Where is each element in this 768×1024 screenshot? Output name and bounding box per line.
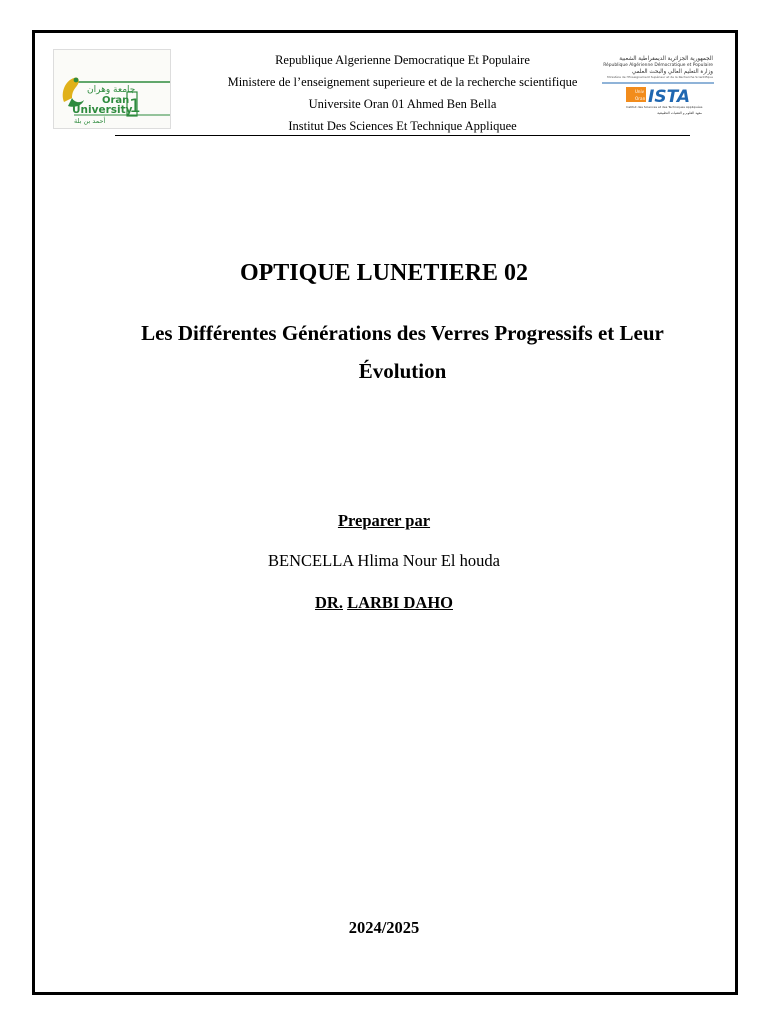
logo-right-caption-fr: Institut des Sciences et des Techniques Appliquées xyxy=(626,105,703,109)
logo-left-oran: Oran xyxy=(102,95,130,106)
ista-logo xyxy=(602,54,714,116)
academic-year: 2024/2025 xyxy=(348,918,420,937)
logo-right-small: Ministère de l'Enseignement Supérieur et de la Recherche Scientifique xyxy=(607,75,713,79)
logo-right-badge-bottom: Oran 1 xyxy=(635,96,650,101)
logo-right-arabic-1: الجمهورية الجزائرية الديمقراطية الشعبية xyxy=(619,56,713,62)
logo-left-number: 1 xyxy=(129,95,142,117)
logo-right-acronym: ISTA xyxy=(648,87,691,107)
prepared-by-label: Preparer par xyxy=(337,511,431,530)
header-ministry: Ministere de l’enseignement superieure et de la recherche scientifique xyxy=(227,75,578,89)
logo-left-university: University xyxy=(72,104,133,116)
author-name: BENCELLA Hlima Nour El houda xyxy=(268,551,500,570)
logo-left-arabic: جامعة وهران xyxy=(87,85,136,95)
document-subtitle: Les Différentes Générations des Verres Progressifs et Leur Évolution xyxy=(141,321,664,383)
logo-right-caption-ar: معهد العلوم و التقنيات التطبيقية xyxy=(657,111,702,115)
oran-university-logo xyxy=(53,49,171,129)
supervisor-line xyxy=(0,593,768,613)
logo-right-badge-top: Univ xyxy=(635,89,644,94)
logo-right-arabic-2: وزارة التعليم العالي والبحث العلمي xyxy=(631,69,713,75)
header-university: Universite Oran 01 Ahmed Ben Bella xyxy=(308,97,497,111)
document-title: OPTIQUE LUNETIERE 02 xyxy=(239,260,529,286)
supervisor-name: LARBI DAHO xyxy=(347,593,453,612)
header-divider xyxy=(115,135,690,136)
supervisor-prefix: DR. xyxy=(315,593,343,612)
logo-right-french: République Algérienne Démocratique et Populaire xyxy=(603,63,713,68)
header-institute: Institut Des Sciences Et Technique Appliquee xyxy=(288,119,517,133)
header-republic: Republique Algerienne Democratique Et Populaire xyxy=(275,53,530,67)
logo-left-arabic-bottom: أحمد بن بلة xyxy=(74,117,106,125)
